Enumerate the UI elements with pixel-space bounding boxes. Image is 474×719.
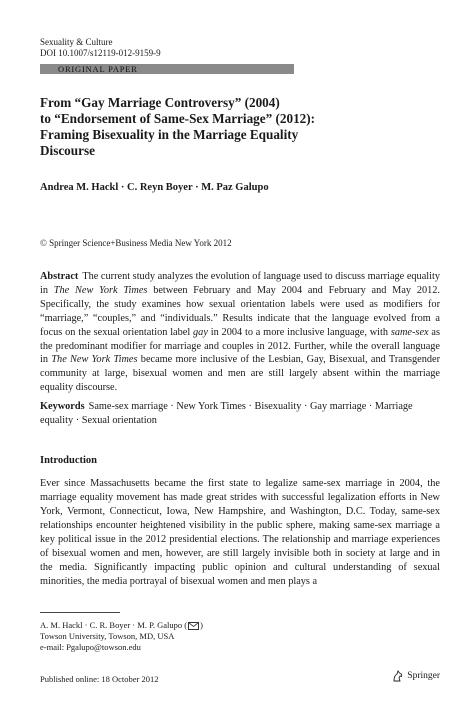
abstract-label: Abstract (40, 271, 79, 282)
abstract-italic: The New York Times (51, 354, 138, 366)
abstract-text: The current study analyzes the evolution of language used to discuss marriage equality in (40, 271, 440, 296)
abstract-text: became more inclusive of the Lesbian, Gay, Bisexual, and Transgender community at large, bisexual women and men are still largely absent within the marriage equality discourse. (40, 354, 440, 394)
article-type-bar (40, 64, 294, 74)
abstract-text: between February and May 2004 and February and May 2012. Specifically, the study examines how sexual orientation labels were used as modifiers for “marriage,” “couples,” and “individuals.” Results indicate that the language evolved from a focus on the sexual orientation label (40, 284, 441, 338)
abstract-italic: same-sex (390, 326, 429, 338)
keywords-text: Same-sex marriage · New York Times · Bisexuality · Gay marriage · Marriage equality · Sexual orientation (40, 401, 413, 426)
affiliation-university: Towson University, Towson, MD, USA (40, 631, 175, 641)
title-line: Discourse (40, 143, 95, 158)
introduction-paragraph: Ever since Massachusetts became the first state to legalize same-sex marriage in 2004, the marriage equality movement has made great strides with successful legalization efforts in New York, Vermont, Connecticut, Iowa, New Hampshire, and Washington, D.C. Today, same-sex relationships encounter heightened visibility in the public sphere, making same-sex marriage a key political issue in the 2012 presidential elections. The relationship and marriage experiences of bisexual women and men, however, are still largely invisible both in society at large and in the media. Significantly impacting public opinion and cultural understanding of sexual minorities, the media portrayal of bisexual women and men plays a (40, 478, 440, 587)
abstract-italic: The New York Times (53, 284, 148, 296)
envelope-icon (188, 622, 199, 630)
title-line: From “Gay Marriage Controversy” (2004) (40, 95, 280, 110)
publisher-logo (392, 670, 440, 682)
affiliation-authors: A. M. Hackl · C. R. Boyer · M. P. Galupo ( ) (40, 620, 203, 630)
title-line: to “Endorsement of Same-Sex Marriage” (2012): (40, 111, 316, 126)
section-heading: Introduction (40, 455, 97, 466)
footnote-rule (40, 612, 120, 613)
authors: Andrea M. Hackl · C. Reyn Boyer · M. Paz Galupo (40, 182, 269, 193)
keywords-label: Keywords (40, 401, 85, 412)
abstract-text: in 2004 to a more inclusive language, with (207, 326, 391, 338)
journal-name: Sexuality & Culture (40, 37, 113, 47)
journal-header (40, 37, 161, 59)
article-type: ORIGINAL PAPER (58, 64, 138, 74)
title-line: Framing Bisexuality in the Marriage Equality (40, 127, 299, 142)
affiliation-email: e-mail: Pgalupo@towson.edu (40, 642, 141, 652)
doi: DOI 10.1007/s12119-012-9159-9 (40, 48, 161, 58)
abstract-italic: gay (193, 326, 208, 338)
author-affiliation (40, 620, 203, 653)
published-date: Published online: 18 October 2012 (40, 674, 159, 684)
springer-horse-icon (392, 670, 404, 682)
keywords (40, 400, 440, 428)
abstract (40, 270, 440, 395)
publisher-name: Springer (407, 671, 440, 681)
abstract-text: as the predominant modifier for marriage and couples in 2012. Further, while the overall language in (40, 326, 440, 366)
article-title (40, 95, 460, 159)
copyright: © Springer Science+Business Media New York 2012 (40, 238, 232, 248)
